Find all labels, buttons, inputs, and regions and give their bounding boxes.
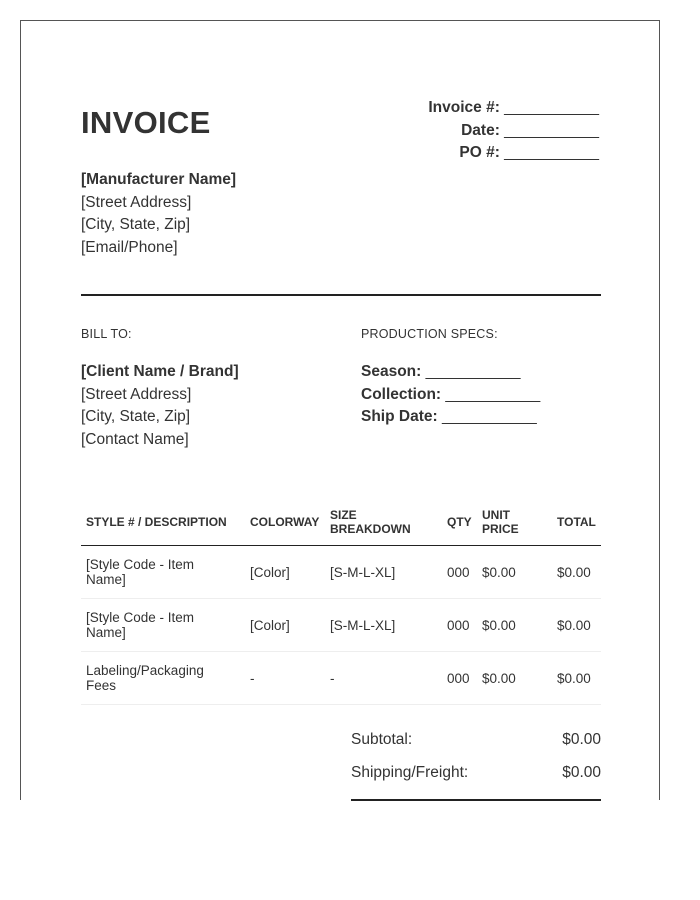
row-size-breakdown: [S-M-L-XL] — [325, 599, 442, 652]
row-total: $0.00 — [552, 652, 601, 705]
invoice-date-line — [428, 120, 599, 143]
row-colorway: [Color] — [245, 599, 325, 652]
table-header-row — [81, 499, 601, 546]
totals-block — [351, 727, 601, 793]
season-label: Season: — [361, 363, 422, 380]
bill-to-label: BILL TO: — [81, 327, 132, 341]
row-unit-price: $0.00 — [477, 652, 552, 705]
invoice-meta — [428, 97, 599, 165]
invoice-number-label: Invoice #: — [428, 99, 500, 116]
ship-date-blank: ___________ — [441, 408, 537, 425]
row-qty: 000 — [442, 652, 477, 705]
client-name: [Client Name / Brand] — [81, 363, 239, 380]
invoice-page — [20, 20, 660, 800]
client-street: [Street Address] — [81, 385, 192, 403]
manufacturer-city: [City, State, Zip] — [81, 216, 191, 233]
header-colorway: COLORWAY — [245, 499, 325, 546]
header-size-breakdown: SIZE BREAKDOWN — [325, 499, 442, 546]
collection-blank: ___________ — [445, 385, 541, 403]
row-unit-price: $0.00 — [477, 599, 552, 652]
row-description: [Style Code - Item Name] — [81, 546, 245, 599]
invoice-date-label: Date: — [461, 121, 500, 139]
subtotal-row — [351, 727, 601, 760]
client-city: [City, State, Zip] — [81, 408, 191, 425]
row-unit-price: $0.00 — [477, 546, 552, 599]
collection-line — [361, 384, 540, 407]
subtotal-label: Subtotal: — [351, 731, 413, 748]
manufacturer-name: [Manufacturer Name] — [81, 171, 237, 188]
invoice-number-blank: ___________ — [504, 99, 599, 116]
bill-to-block — [81, 361, 239, 451]
totals-divider — [351, 799, 601, 801]
table-row — [81, 546, 601, 599]
row-colorway: [Color] — [245, 546, 325, 599]
row-size-breakdown: - — [325, 652, 442, 705]
row-size-breakdown: [S-M-L-XL] — [325, 546, 442, 599]
shipping-value: $0.00 — [562, 764, 601, 781]
row-description: Labeling/Packaging Fees — [81, 652, 245, 705]
row-colorway: - — [245, 652, 325, 705]
ship-date-label: Ship Date: — [361, 408, 438, 425]
invoice-date-blank: ___________ — [504, 121, 599, 139]
header-style-description: STYLE # / DESCRIPTION — [81, 499, 245, 546]
row-description: [Style Code - Item Name] — [81, 599, 245, 652]
table-row — [81, 599, 601, 652]
header-unit-price: UNIT PRICE — [477, 499, 552, 546]
po-number-blank: ___________ — [504, 144, 599, 161]
ship-date-line — [361, 406, 540, 429]
production-specs-block — [361, 361, 540, 429]
po-number-label: PO #: — [459, 144, 500, 161]
invoice-title: INVOICE — [81, 105, 211, 140]
season-blank: ___________ — [425, 363, 521, 380]
shipping-row — [351, 760, 601, 793]
header-qty: QTY — [442, 499, 477, 546]
manufacturer-block — [81, 169, 236, 259]
row-total: $0.00 — [552, 599, 601, 652]
collection-label: Collection: — [361, 385, 442, 403]
season-line — [361, 361, 540, 384]
invoice-number-line — [428, 97, 599, 120]
client-contact: [Contact Name] — [81, 430, 189, 448]
header-total: TOTAL — [552, 499, 601, 546]
po-number-line — [428, 142, 599, 165]
header-divider — [81, 294, 601, 296]
row-qty: 000 — [442, 599, 477, 652]
production-specs-label: PRODUCTION SPECS: — [361, 327, 498, 341]
row-qty: 000 — [442, 546, 477, 599]
shipping-label: Shipping/Freight: — [351, 764, 469, 781]
line-items-table — [81, 499, 601, 705]
table-row — [81, 652, 601, 705]
manufacturer-contact: [Email/Phone] — [81, 238, 178, 256]
subtotal-value: $0.00 — [562, 731, 601, 748]
row-total: $0.00 — [552, 546, 601, 599]
manufacturer-street: [Street Address] — [81, 193, 192, 211]
